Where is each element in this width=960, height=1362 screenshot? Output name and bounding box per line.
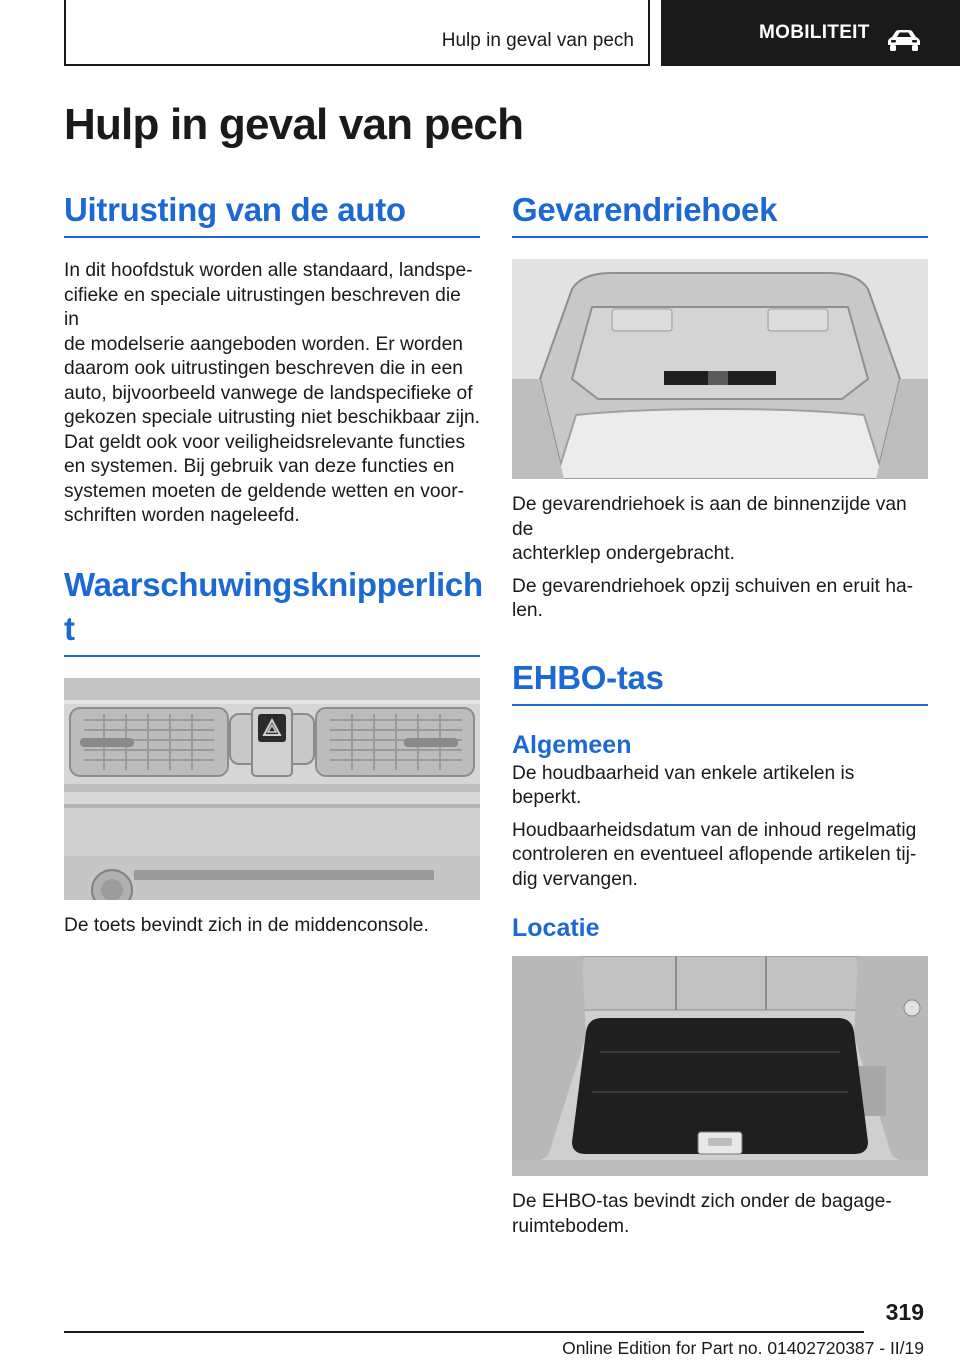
warning-triangle-figure xyxy=(512,259,928,479)
text-line: daarom ook uitrustingen beschreven die in een xyxy=(64,358,463,379)
heading-line: Waarschuwingsknipperlich xyxy=(64,565,483,603)
heading-gevarendriehoek: Gevarendriehoek xyxy=(512,191,778,228)
text-line: cifieke en speciale uitrustingen beschreven die in xyxy=(64,284,461,330)
text-line: systemen moeten de geldende wetten en voor‐ xyxy=(64,480,464,502)
text-line: Houdbaarheidsdatum van de inhoud regelmatig xyxy=(512,819,917,841)
algemeen-paragraph-1: De houdbaarheid van enkele artikelen is beperkt. xyxy=(512,762,855,808)
heading-rule xyxy=(64,236,480,238)
text-line: schriften worden nageleefd. xyxy=(64,505,300,526)
heading-rule xyxy=(64,655,480,657)
text-line: In dit hoofdstuk worden alle standaard, landspe‐ xyxy=(64,260,473,281)
text-line: en systemen. Bij gebruik van deze functies en xyxy=(64,456,455,477)
page-number: 319 xyxy=(885,1299,924,1325)
driehoek-paragraph-1 xyxy=(512,493,928,567)
subheading-algemeen: Algemeen xyxy=(512,730,632,759)
text-line: gekozen speciale uitrusting niet beschikbaar zijn. xyxy=(64,407,480,428)
right-column xyxy=(512,188,928,1239)
driehoek-paragraph-2 xyxy=(512,575,928,624)
header-section-box xyxy=(64,0,650,66)
footer-edition: Online Edition for Part no. 01402720387 - II/19 xyxy=(562,1338,924,1358)
header-chapter-label: MOBILITEIT xyxy=(759,22,870,43)
text-line: auto, bijvoorbeeld vanwege de landspecifieke of xyxy=(64,382,473,404)
heading-rule xyxy=(512,704,928,706)
algemeen-paragraph-2 xyxy=(512,819,928,893)
heading-knipperlicht xyxy=(64,563,483,651)
luggage-floor-figure xyxy=(512,956,928,1176)
page-title: Hulp in geval van pech xyxy=(64,100,524,149)
text-line: len. xyxy=(512,600,543,621)
knipperlicht-caption: De toets bevindt zich in de middenconsole. xyxy=(64,914,429,936)
text-line: ruimtebodem. xyxy=(512,1215,630,1237)
header-section-title: Hulp in geval van pech xyxy=(441,30,634,51)
text-line: de modelserie aangeboden worden. Er worden xyxy=(64,333,463,355)
heading-uitrusting: Uitrusting van de auto xyxy=(64,191,406,228)
hazard-switch-figure xyxy=(64,678,480,900)
locatie-caption xyxy=(512,1190,928,1239)
subheading-locatie: Locatie xyxy=(512,914,600,942)
heading-rule xyxy=(512,236,928,238)
text-line: De EHBO-tas bevindt zich onder de bagage‐ xyxy=(512,1191,892,1212)
heading-line: t xyxy=(64,609,75,647)
left-column xyxy=(64,188,483,938)
text-line: Dat geldt ook voor veiligheidsrelevante functies xyxy=(64,431,466,453)
text-line: De gevarendriehoek is aan de binnenzijde van de xyxy=(512,494,907,540)
uitrusting-paragraph xyxy=(64,259,480,529)
text-line: achterklep ondergebracht. xyxy=(512,543,735,564)
text-line: dig vervangen. xyxy=(512,868,638,890)
text-line: controleren en eventueel aflopende artikelen tij‐ xyxy=(512,844,917,865)
heading-ehbo-tas: EHBO-tas xyxy=(512,658,664,696)
car-icon xyxy=(884,28,924,54)
footer-rule xyxy=(64,1331,864,1333)
text-line: De gevarendriehoek opzij schuiven en eruit ha‐ xyxy=(512,575,914,597)
